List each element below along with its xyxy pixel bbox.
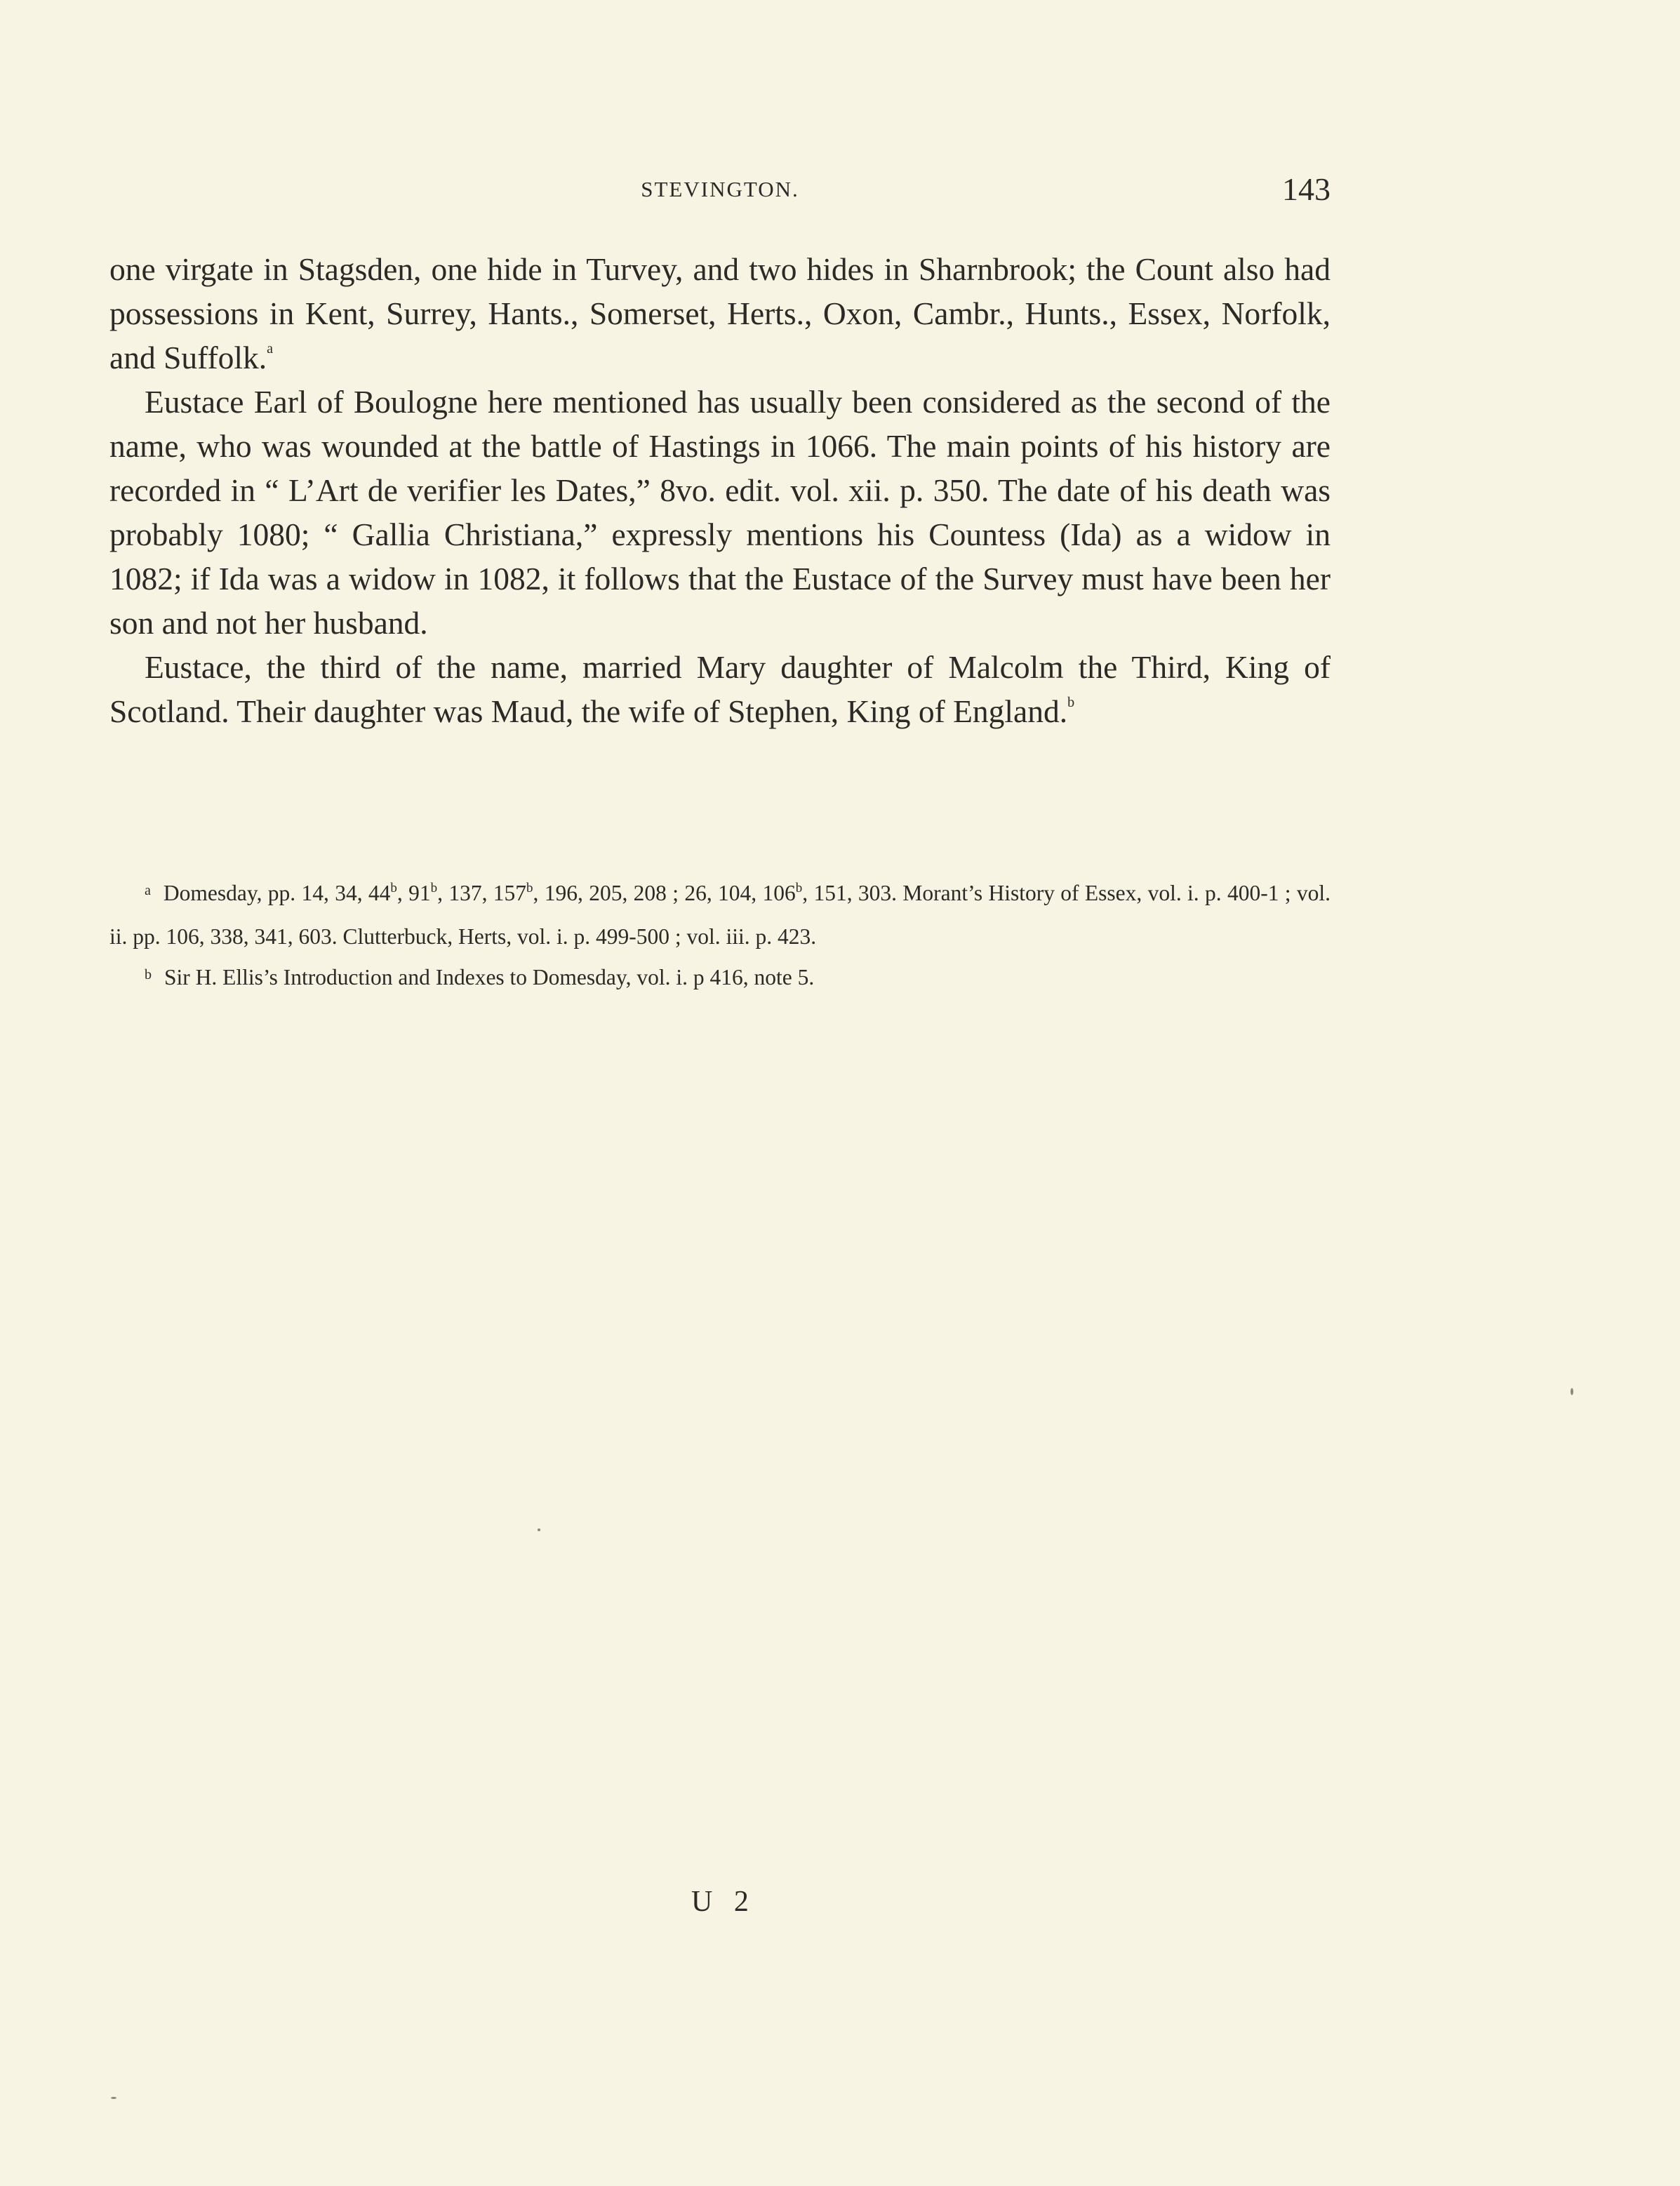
footnote-text: Sir H. Ellis’s Introduction and Indexes to Domesday, vol. i. p 416, note 5. <box>164 965 815 989</box>
paragraph-eustace-boulogne <box>109 380 1331 645</box>
footnotes <box>109 873 1331 1001</box>
body-text <box>109 247 1331 733</box>
paragraph-text: Eustace Earl of Boulogne here mentioned has usually been considered as the second of the name, who was wounded at the battle of Hastings in 1066. The main points of his history are recorded in “ L’Art de verifier les Dates,” 8vo. edit. vol. xii. p. 350. The date of his death was probably 1080; “ Gallia Christiana,” expressly mentions his Countess (Ida) as a widow in 1082; if Ida was a widow in 1082, it follows that the Eustace of the Survey must have been her son and not her husband. <box>109 384 1331 641</box>
paragraph-text: one virgate in Stagsden, one hide in Turvey, and two hides in Sharnbrook; the Count also had possessions in Kent, Surrey, Hants., Somerset, Herts., Oxon, Cambr., Hunts., Essex, Norfolk, and Suffolk. <box>109 251 1331 375</box>
paper-speck <box>1571 1388 1573 1395</box>
footnote-mark: b <box>145 967 152 982</box>
page-number: 143 <box>1282 171 1331 207</box>
footnote-ref-a: a <box>267 341 274 356</box>
paragraph-text: Eustace, the third of the name, married Mary daughter of Malcolm the Third, King of Scotland. Their daughter was Maud, the wife of Stephen, King of England. <box>109 649 1331 729</box>
paper-speck <box>538 1528 540 1531</box>
footnote-b <box>109 957 1331 1001</box>
footnote-ref-b: b <box>1067 695 1075 710</box>
paragraph-continued <box>109 247 1331 380</box>
superscript: b <box>526 881 533 895</box>
paper-speck <box>111 2097 116 2099</box>
footnote-text: Domesday, pp. 14, 34, 44 <box>163 881 391 905</box>
paragraph-eustace-third <box>109 645 1331 733</box>
superscript: b <box>795 881 803 895</box>
superscript: b <box>430 881 438 895</box>
footnote-mark: a <box>145 883 151 898</box>
running-head <box>109 168 1331 211</box>
signature-mark: U 2 <box>691 1886 756 1918</box>
footnote-text: , 137, 157 <box>437 881 527 905</box>
superscript: b <box>390 881 397 895</box>
footnote-text: , 91 <box>396 881 431 905</box>
footnote-a <box>109 873 1331 957</box>
running-title: STEVINGTON. <box>641 177 799 201</box>
footnote-text: , 196, 205, 208 ; 26, 104, 106 <box>533 881 796 905</box>
footnote-text: , 151, 303. Morant’s History of Essex, vol. i. p. 400-1 ; vol. ii. pp. 106, 338, 341, 603. Clutterbuck, Herts, vol. i. p. 499-500 ; vol. iii. p. 423. <box>109 881 1331 949</box>
